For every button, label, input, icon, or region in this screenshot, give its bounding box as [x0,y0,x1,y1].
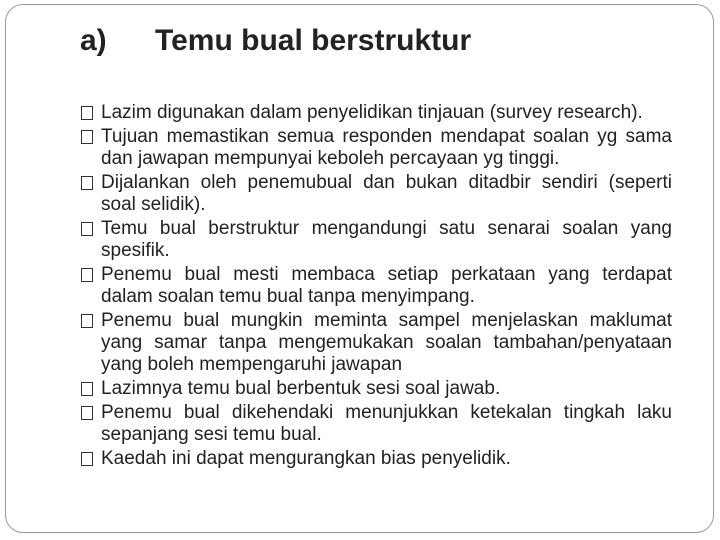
bullet-item [80,310,672,376]
bullet-item [80,218,672,262]
checkbox-square-icon [81,222,93,236]
bullet-text: Penemu bual dikehendaki menunjukkan ketekalan tingkah laku sepanjang sesi temu bual. [101,402,672,445]
bullet-text: Lazimnya temu bual berbentuk sesi soal jawab. [101,378,501,399]
bullet-item [80,102,672,124]
bullet-item [80,264,672,308]
slide-title: Temu bual berstruktur [155,24,472,57]
bullet-text: Kaedah ini dapat mengurangkan bias penyelidik. [101,448,511,469]
section-number: a) [80,24,107,57]
checkbox-square-icon [81,314,93,328]
bullet-item [80,402,672,446]
checkbox-square-icon [81,268,93,282]
bullet-item [80,378,672,400]
checkbox-square-icon [81,106,93,120]
checkbox-square-icon [81,130,93,144]
bullet-list [80,102,672,472]
bullet-text: Penemu bual mungkin meminta sampel menjelaskan maklumat yang samar tanpa mengemukakan soalan tambahan/penyataan yang boleh mempengaruhi jawapan [101,310,672,375]
bullet-text: Tujuan memastikan semua responden mendapat soalan yg sama dan jawapan mempunyai keboleh percayaan yg tinggi. [101,126,672,169]
bullet-text: Lazim digunakan dalam penyelidikan tinjauan (survey research). [101,102,643,123]
bullet-item [80,448,672,470]
bullet-item [80,126,672,170]
bullet-item [80,172,672,216]
bullet-text: Temu bual berstruktur mengandungi satu senarai soalan yang spesifik. [101,218,672,261]
checkbox-square-icon [81,406,93,420]
bullet-text: Dijalankan oleh penemubual dan bukan ditadbir sendiri (seperti soal selidik). [101,172,672,215]
checkbox-square-icon [81,452,93,466]
bullet-text: Penemu bual mesti membaca setiap perkataan yang terdapat dalam soalan temu bual tanpa menyimpang. [101,264,672,307]
checkbox-square-icon [81,176,93,190]
checkbox-square-icon [81,382,93,396]
slide-header [0,16,720,68]
